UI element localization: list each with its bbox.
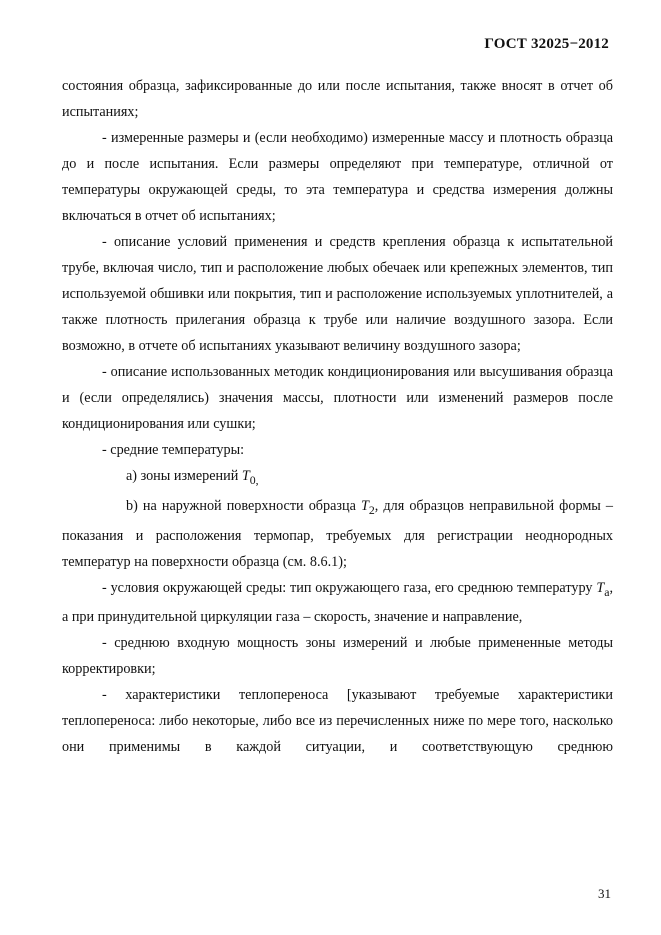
temperature-subscript: 2 (368, 502, 375, 517)
temperature-symbol: T (596, 579, 605, 596)
paragraph-heat-transfer: - характеристики теплопереноса [указывают требуемые характеристики теплопереноса: либо некоторые, либо все из перечисленных ниже по мере того, насколько они применимы в каждой ситуации, и соответствующую среднюю (62, 687, 613, 756)
paragraph-conditioning: - описание использованных методик кондиционирования или высушивания образца и (если определялись) значения массы, плотности или изменений размеров после кондиционирования или сушки; (62, 364, 613, 432)
ambient-text: - условия окружающей среды: тип окружающего газа, его среднюю температуру (102, 579, 597, 596)
list-item-b-rest: , для образцов неправильной формы – показания и расположения термопар, требуемых для регистрации неоднородных температур на поверхности образца (см. 8.6.1); (62, 497, 613, 570)
paragraph-mounting-conditions: - описание условий применения и средств крепления образца к испытательной трубе, включая число, тип и расположение любых обечаек или крепежных элементов, тип используемой обшивки или покрытия, тип и расположение используемых уплотнителей, а также плотность прилегания образца к трубе или наличие воздушного зазора. Если возможно, в отчете об испытаниях указывают величину воздушного зазора; (62, 234, 613, 354)
document-header: ГОСТ 32025−2012 (484, 36, 609, 52)
paragraph-measured-dimensions: - измеренные размеры и (если необходимо) измеренные массу и плотность образца до и после испытания. Если размеры определяют при температуре, отличной от температуры окружающей среды, то эта температура и средства измерения должны включаться в отчет об испытаниях; (62, 130, 613, 224)
list-item-b-text: b) на наружной поверхности образца (126, 497, 361, 514)
paragraph-ambient-conditions (62, 575, 613, 631)
temperature-subscript: a (604, 584, 610, 599)
document-body (62, 73, 613, 760)
page-number: 31 (598, 886, 611, 901)
temperature-symbol: T (360, 497, 369, 514)
list-item-a-text: а) зоны измерений (126, 468, 242, 484)
paragraph-continuation: состояния образца, зафиксированные до или после испытания, также вносят в отчет об испытаниях; (62, 78, 613, 120)
temperature-symbol: T (241, 468, 250, 484)
paragraph-input-power: - среднюю входную мощность зоны измерений и любые примененные методы корректировки; (62, 635, 613, 678)
list-item-b (62, 493, 613, 575)
paragraph-mean-temperatures: - средние температуры: (102, 442, 245, 458)
ambient-rest: , а при принудительной циркуляции газа – скорость, значение и направление, (62, 579, 613, 626)
list-item-a (62, 463, 613, 493)
temperature-subscript: 0, (249, 472, 259, 487)
